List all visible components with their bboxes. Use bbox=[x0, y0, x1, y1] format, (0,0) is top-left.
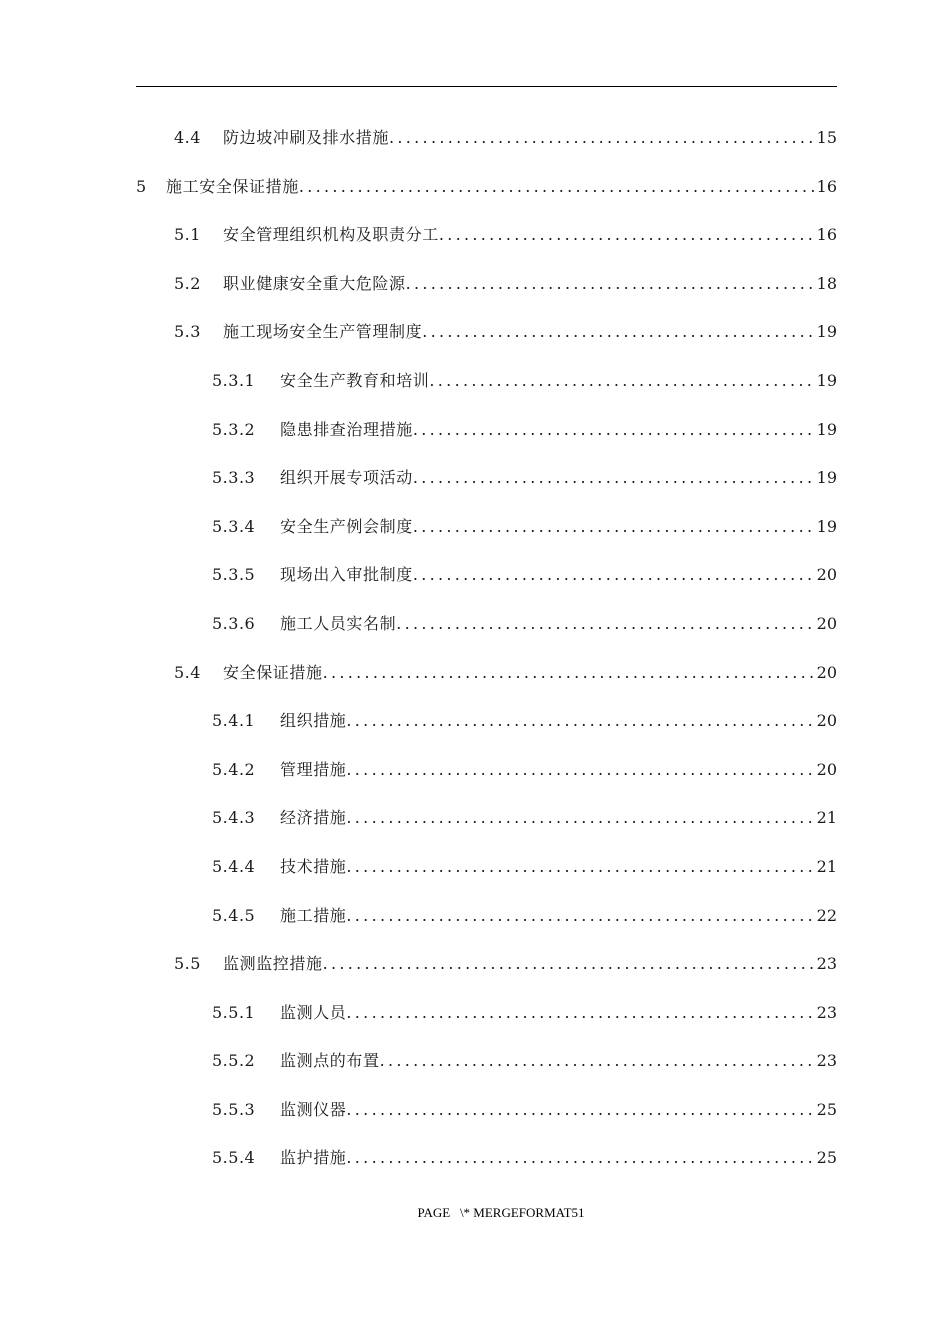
toc-entry-title: 隐患排查治理措施 bbox=[280, 419, 413, 439]
toc-dot-leader bbox=[346, 697, 814, 746]
toc-entry-title: 技术措施 bbox=[280, 856, 347, 876]
toc-entry-number: 5.4.4 bbox=[212, 856, 256, 876]
toc-dot-leader bbox=[413, 551, 815, 600]
toc-entry[interactable] bbox=[136, 649, 837, 698]
toc-entry-title: 监护措施 bbox=[280, 1148, 347, 1168]
toc-dot-leader bbox=[380, 1037, 815, 1086]
toc-entry-number: 5.4.5 bbox=[212, 905, 256, 925]
toc-entry-page-number: 19 bbox=[816, 322, 837, 342]
toc-entry-page-number: 23 bbox=[816, 954, 837, 974]
toc-dot-leader bbox=[346, 989, 814, 1038]
toc-entry-title: 管理措施 bbox=[280, 759, 347, 779]
toc-entry-number: 5.3.4 bbox=[212, 516, 256, 536]
toc-entry-page-number: 21 bbox=[816, 808, 837, 828]
toc-entry-number: 5.4 bbox=[174, 662, 201, 682]
toc-dot-leader bbox=[422, 308, 814, 357]
toc-dot-leader bbox=[323, 649, 815, 698]
toc-entry-number: 5.5 bbox=[174, 954, 201, 974]
toc-entry-number: 5.2 bbox=[174, 273, 201, 293]
toc-dot-leader bbox=[413, 454, 815, 503]
toc-entry[interactable] bbox=[136, 843, 837, 892]
toc-entry[interactable] bbox=[136, 163, 837, 212]
toc-entry-number: 5.5.1 bbox=[212, 1002, 256, 1022]
toc-entry-number: 5.5.3 bbox=[212, 1099, 256, 1119]
toc-entry-number: 5.3 bbox=[174, 322, 201, 342]
toc-dot-leader bbox=[346, 1134, 814, 1183]
toc-dot-leader bbox=[396, 600, 814, 649]
toc-entry-title: 安全管理组织机构及职责分工 bbox=[223, 225, 439, 245]
toc-entry-page-number: 16 bbox=[816, 225, 837, 245]
toc-entry[interactable] bbox=[136, 503, 837, 552]
toc-entry-number: 5.3.5 bbox=[212, 565, 256, 585]
toc-entry-title: 组织措施 bbox=[280, 711, 347, 731]
toc-entry-title: 施工措施 bbox=[280, 905, 347, 925]
toc-entry[interactable] bbox=[136, 454, 837, 503]
toc-entry[interactable] bbox=[136, 1086, 837, 1135]
toc-entry-page-number: 20 bbox=[816, 759, 837, 779]
toc-entry-title: 监测人员 bbox=[280, 1002, 347, 1022]
toc-entry-number: 5.3.1 bbox=[212, 370, 256, 390]
toc-entry-number: 5.1 bbox=[174, 225, 201, 245]
toc-entry-page-number: 19 bbox=[816, 370, 837, 390]
toc-entry-page-number: 20 bbox=[816, 711, 837, 731]
toc-entry-number: 5.4.3 bbox=[212, 808, 256, 828]
toc-entry-title: 组织开展专项活动 bbox=[280, 468, 413, 488]
toc-dot-leader bbox=[299, 163, 815, 212]
toc-dot-leader bbox=[346, 892, 814, 941]
toc-entry[interactable] bbox=[136, 1134, 837, 1183]
toc-dot-leader bbox=[389, 114, 815, 163]
header-rule bbox=[136, 86, 837, 87]
toc-entry[interactable] bbox=[136, 600, 837, 649]
toc-dot-leader bbox=[406, 260, 815, 309]
toc-entry-page-number: 23 bbox=[816, 1051, 837, 1071]
toc-entry-page-number: 20 bbox=[816, 565, 837, 585]
toc-entry[interactable] bbox=[136, 989, 837, 1038]
toc-entry-page-number: 20 bbox=[816, 662, 837, 682]
toc-entry-title: 经济措施 bbox=[280, 808, 347, 828]
toc-entry[interactable] bbox=[136, 1037, 837, 1086]
toc-dot-leader bbox=[429, 357, 814, 406]
toc-entry[interactable] bbox=[136, 357, 837, 406]
table-of-contents bbox=[136, 114, 837, 1183]
toc-entry-page-number: 15 bbox=[816, 128, 837, 147]
toc-entry[interactable] bbox=[136, 114, 837, 163]
toc-entry-number: 5.4.1 bbox=[212, 711, 256, 731]
toc-entry-title: 现场出入审批制度 bbox=[280, 565, 413, 585]
toc-entry[interactable] bbox=[136, 406, 837, 455]
toc-dot-leader bbox=[413, 503, 815, 552]
toc-entry-title: 监测点的布置 bbox=[280, 1051, 380, 1071]
toc-entry-number: 5.3.2 bbox=[212, 419, 256, 439]
toc-entry[interactable] bbox=[136, 794, 837, 843]
toc-entry-title: 施工现场安全生产管理制度 bbox=[223, 322, 423, 342]
toc-entry-title: 监测仪器 bbox=[280, 1099, 347, 1119]
toc-entry-page-number: 23 bbox=[816, 1002, 837, 1022]
toc-dot-leader bbox=[346, 1086, 814, 1135]
toc-entry-page-number: 22 bbox=[816, 905, 837, 925]
toc-entry-page-number: 25 bbox=[816, 1148, 837, 1168]
toc-entry[interactable] bbox=[136, 260, 837, 309]
toc-entry-page-number: 16 bbox=[816, 176, 837, 196]
toc-entry-number: 5.5.2 bbox=[212, 1051, 256, 1071]
toc-entry[interactable] bbox=[136, 746, 837, 795]
toc-entry-title: 防边坡冲刷及排水措施 bbox=[223, 128, 390, 147]
toc-dot-leader bbox=[346, 746, 814, 795]
toc-entry-page-number: 20 bbox=[816, 613, 837, 633]
toc-entry-number: 5.5.4 bbox=[212, 1148, 256, 1168]
toc-entry-page-number: 25 bbox=[816, 1099, 837, 1119]
toc-entry-title: 安全保证措施 bbox=[223, 662, 323, 682]
toc-entry-title: 施工安全保证措施 bbox=[166, 176, 299, 196]
toc-entry[interactable] bbox=[136, 697, 837, 746]
toc-entry-number: 5.4.2 bbox=[212, 759, 256, 779]
toc-entry-page-number: 19 bbox=[816, 419, 837, 439]
toc-dot-leader bbox=[413, 406, 815, 455]
toc-entry[interactable] bbox=[136, 940, 837, 989]
toc-entry-page-number: 19 bbox=[816, 468, 837, 488]
toc-entry-number: 4.4 bbox=[174, 128, 201, 147]
toc-entry[interactable] bbox=[136, 551, 837, 600]
page-footer: PAGE \* MERGEFORMAT51 bbox=[417, 1205, 585, 1220]
toc-entry-title: 监测监控措施 bbox=[223, 954, 323, 974]
toc-entry-number: 5 bbox=[136, 176, 147, 196]
toc-entry-title: 职业健康安全重大危险源 bbox=[223, 273, 406, 293]
toc-entry-title: 安全生产例会制度 bbox=[280, 516, 413, 536]
toc-dot-leader bbox=[323, 940, 815, 989]
toc-entry-page-number: 19 bbox=[816, 516, 837, 536]
toc-entry-page-number: 21 bbox=[816, 856, 837, 876]
toc-dot-leader bbox=[346, 794, 814, 843]
toc-entry[interactable] bbox=[136, 211, 837, 260]
toc-entry-title: 施工人员实名制 bbox=[280, 613, 397, 633]
toc-entry-number: 5.3.3 bbox=[212, 468, 256, 488]
toc-entry-title: 安全生产教育和培训 bbox=[280, 370, 430, 390]
toc-entry[interactable] bbox=[136, 308, 837, 357]
toc-entry[interactable] bbox=[136, 892, 837, 941]
toc-dot-leader bbox=[439, 211, 815, 260]
toc-entry-page-number: 18 bbox=[816, 273, 837, 293]
toc-entry-number: 5.3.6 bbox=[212, 613, 256, 633]
toc-dot-leader bbox=[346, 843, 814, 892]
